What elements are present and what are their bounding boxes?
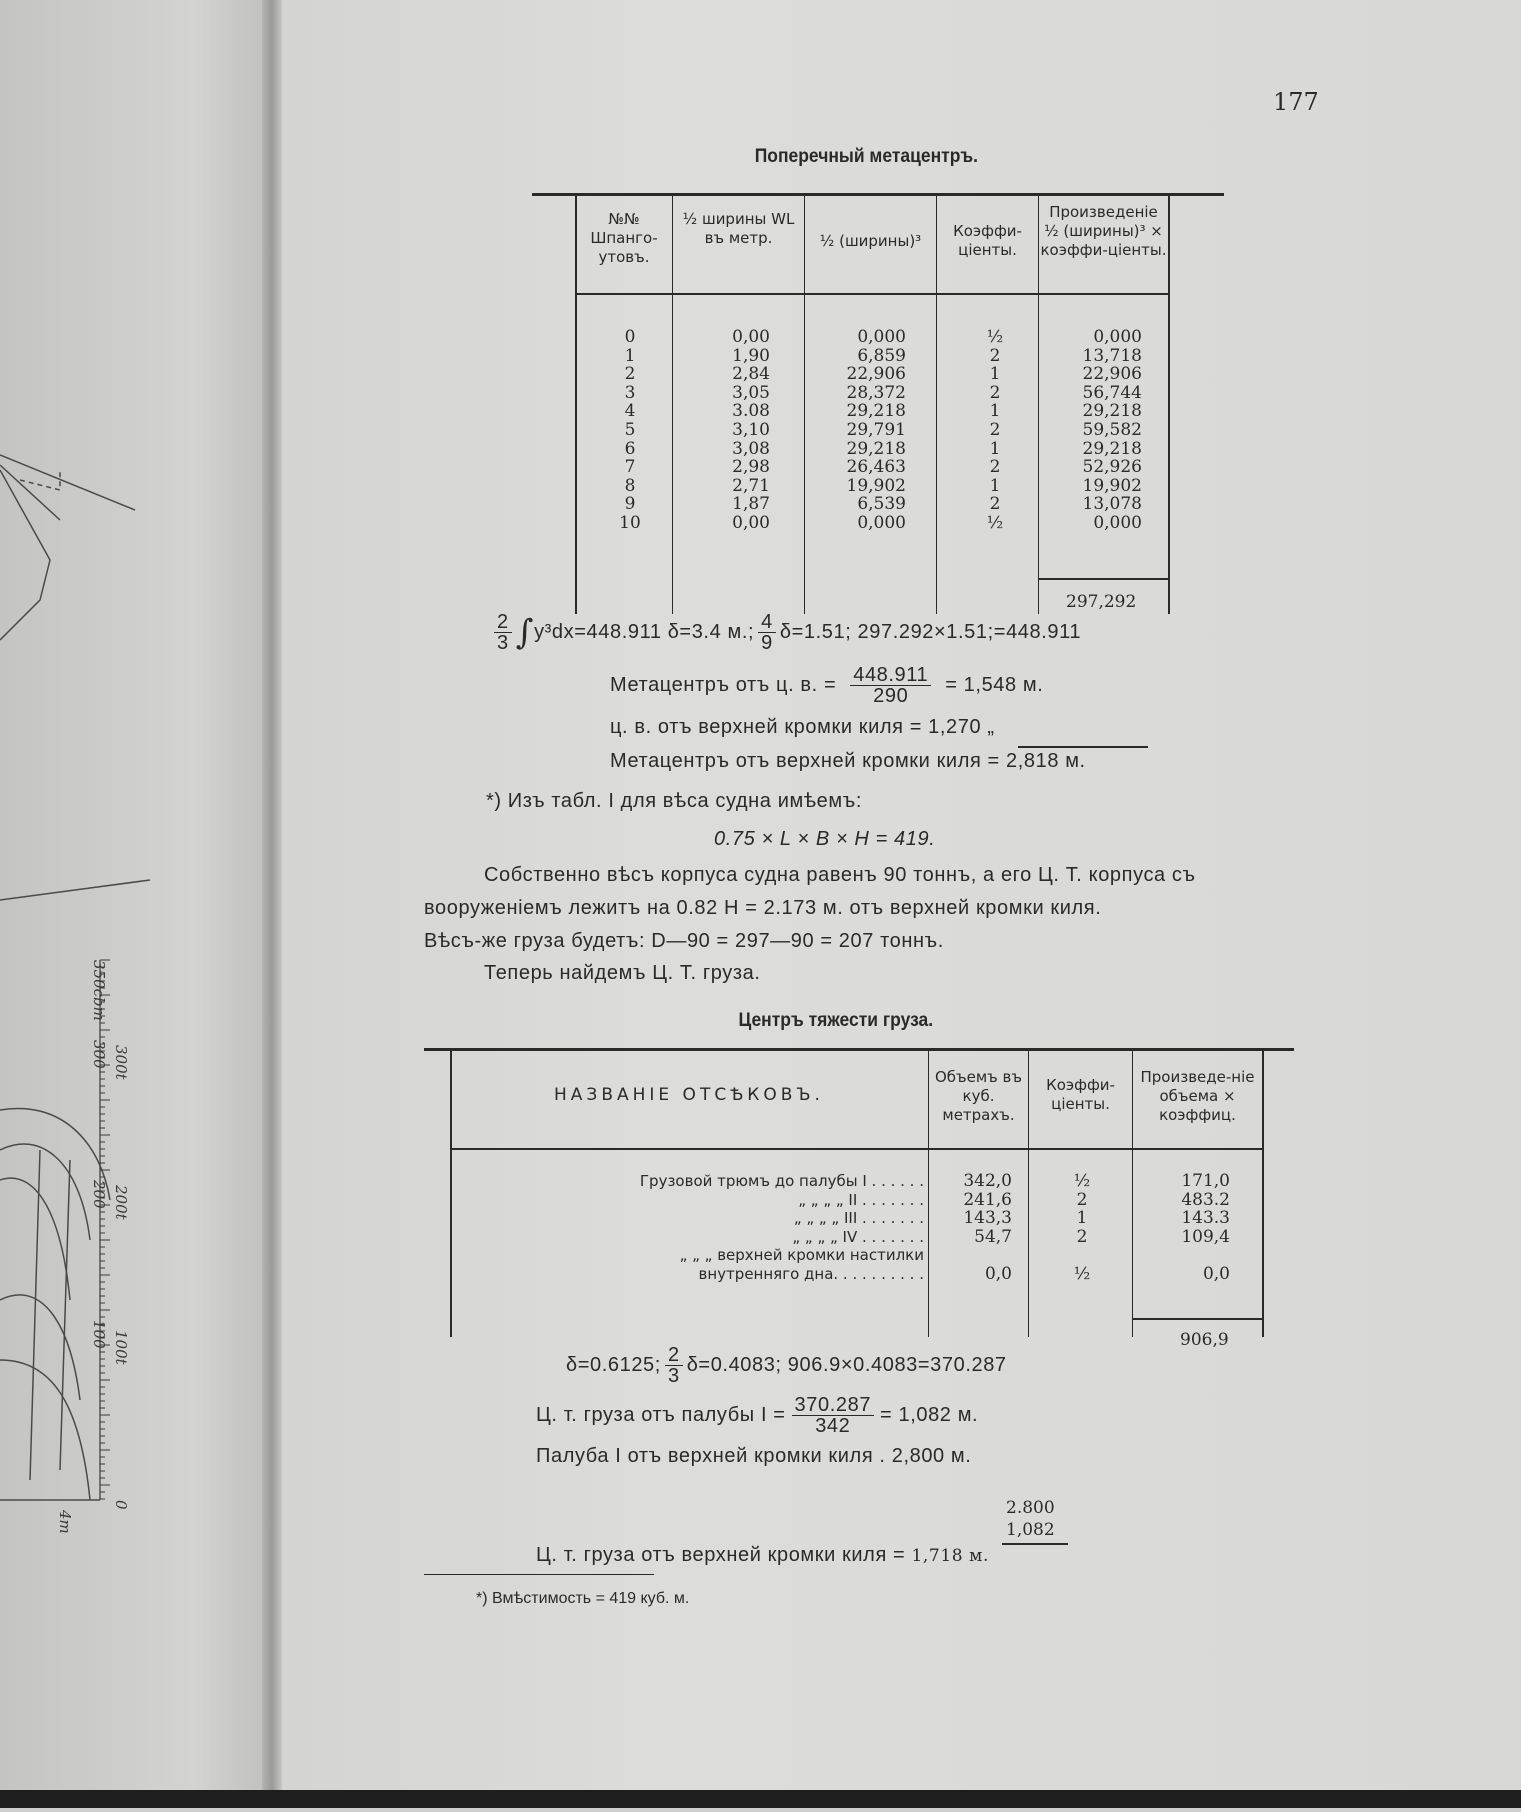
cargo-col-coeff [1052, 1172, 1112, 1283]
volume-cell [940, 1246, 1012, 1265]
half-width-cell: 0,00 [732, 512, 770, 533]
frame-cell: 4 [624, 401, 636, 422]
scale-label: 200t [112, 1185, 130, 1220]
metacenter-header-product: Произведеніе ½ (ширины)³ × коэффи-ціенты. [1040, 203, 1167, 259]
product-cell: 0,000 [1093, 327, 1142, 347]
page-number: 177 [1273, 88, 1319, 116]
frame-cell: 1 [624, 345, 636, 366]
frame-cell: 5 [624, 419, 636, 440]
coeff-cell: 1 [989, 364, 1001, 385]
weight-formula: 0.75 × L × B × H = 419. [714, 828, 936, 850]
cube-cell: 26,463 [846, 457, 906, 478]
volume-cell: 0,0 [984, 1263, 1012, 1284]
coeff-cell: 2 [989, 345, 1001, 366]
scale-label: 350cbm [90, 960, 108, 1021]
compartment-name-cell: „ „ „ „ IV . . . . . . . [792, 1227, 924, 1246]
scale-label: 4m [56, 1510, 74, 1534]
cargo-coeff-cell: ½ [1073, 1263, 1091, 1284]
cargo-cg-formula: Ц. т. груза отъ палубы I = $\frac{370.287}{342}$ = 1,082 м. [536, 1394, 979, 1437]
half-width-cell: 2,84 [732, 364, 770, 385]
paragraph-line-1: Собственно вѣсъ корпуса судна равенъ 90 тоннъ, а его Ц. Т. корпуса съ [484, 864, 1196, 886]
coeff-cell: ½ [986, 327, 1004, 347]
coeff-cell: 1 [989, 438, 1001, 459]
cargo-product-cell: 143.3 [1181, 1208, 1230, 1228]
half-width-cell: 3,05 [732, 382, 770, 403]
frame-cell: 9 [624, 494, 636, 515]
cube-cell: 28,372 [846, 382, 906, 403]
integral-sign: ∫ [515, 612, 535, 653]
compartment-name-cell: внутренняго дна. . . . . . . . . . [698, 1264, 924, 1283]
footnote-reference: *) Изъ табл. I для вѣса судна имѣемъ: [486, 790, 862, 812]
frame-cell: 2 [624, 364, 636, 385]
metacenter-header-cube: ½ (ширины)³ [819, 232, 922, 250]
frame-cell: 0 [624, 327, 636, 347]
left-page-drawing [0, 0, 278, 1808]
volume-cell: 54,7 [974, 1226, 1012, 1247]
compartment-name-cell: „ „ „ „ III . . . . . . . [793, 1209, 924, 1227]
cargo-coeff-cell: 2 [1076, 1226, 1088, 1247]
ship-drawing-fragment [0, 0, 278, 1808]
cargo-product-cell: 0,0 [1202, 1263, 1230, 1284]
metacenter-col-product [1050, 328, 1142, 533]
coeff-cell: ½ [986, 512, 1004, 533]
cargo-formula-line: δ=0.6125; $\frac{2}{3}$ δ=0.4083; 906.9×0.4083=370.287 [566, 1344, 1007, 1387]
half-width-cell: 0,00 [732, 327, 770, 347]
sum-first: 2.800 [1006, 1498, 1055, 1518]
half-width-cell: 1,87 [732, 494, 770, 515]
cube-cell: 29,218 [846, 438, 906, 459]
product-cell: 19,902 [1082, 475, 1142, 496]
cube-cell: 0,000 [857, 327, 906, 347]
compartment-name-cell: „ „ „ верхней кромки настилки [679, 1246, 924, 1264]
cube-cell: 0,000 [857, 512, 906, 533]
metacenter-header-frames: №№ Шпанго-утовъ. [590, 210, 658, 266]
coeff-cell: 1 [989, 401, 1001, 422]
product-cell: 22,906 [1082, 364, 1142, 385]
scale-label: 300t [112, 1045, 130, 1080]
paragraph-line-4: Теперь найдемъ Ц. Т. груза. [484, 962, 761, 984]
scan-bottom-edge [0, 1790, 1521, 1808]
cargo-product-cell [1150, 1246, 1230, 1265]
product-cell: 56,744 [1082, 382, 1142, 403]
meta-keel-line: Метацентръ отъ верхней кромки киля = 2,818 м. [610, 750, 1086, 772]
compartment-name-cell: Грузовой трюмъ до палубы I . . . . . . [639, 1172, 924, 1190]
integral-formula: $\frac{2}{3}$ ∫y³dx=448.911 δ=3.4 м.; $\frac{4}{9}$ δ=1.51; 297.292×1.51;=448.911 [490, 612, 1081, 653]
scale-label: 200 [90, 1180, 108, 1209]
cargo-product-cell: 109,4 [1181, 1226, 1230, 1247]
coeff-cell: 2 [989, 494, 1001, 515]
cube-cell: 29,791 [846, 419, 906, 440]
compartment-name-cell: „ „ „ „ II . . . . . . . [798, 1190, 924, 1209]
final-cg-formula: Ц. т. груза отъ верхней кромки киля = 1,718 м. [536, 1544, 989, 1566]
cargo-coeff-cell [1052, 1246, 1112, 1265]
product-cell: 0,000 [1093, 512, 1142, 533]
frame-cell: 8 [624, 475, 636, 496]
cb-line: ц. в. отъ верхней кромки киля = 1,270 „ [610, 716, 995, 738]
scale-label: 0 [112, 1500, 130, 1510]
half-width-cell: 3,08 [732, 438, 770, 459]
cargo-product-cell: 483.2 [1181, 1189, 1230, 1210]
paragraph-line-3: Вѣсъ-же груза будетъ: D—90 = 297—90 = 207 тоннъ. [424, 930, 944, 952]
cargo-col-product [1150, 1172, 1230, 1283]
half-width-cell: 1,90 [732, 345, 770, 366]
frame-cell: 10 [619, 512, 641, 533]
frame-cell: 7 [624, 457, 636, 478]
half-width-cell: 2,98 [732, 457, 770, 478]
deck-line: Палуба I отъ верхней кромки киля . 2,800 м. [536, 1445, 972, 1467]
coeff-cell: 2 [989, 419, 1001, 440]
product-cell: 29,218 [1082, 401, 1142, 422]
product-cell: 52,926 [1082, 457, 1142, 478]
cargo-coeff-cell: 1 [1076, 1208, 1088, 1228]
scale-label: 100 [90, 1320, 108, 1349]
coeff-cell: 1 [989, 475, 1001, 496]
product-cell: 13,718 [1082, 345, 1142, 366]
coeff-cell: 2 [989, 457, 1001, 478]
cargo-header-coeff: Коэффи-ціенты. [1046, 1076, 1115, 1113]
cargo-title: Центръ тяжести груза. [738, 1010, 934, 1031]
half-width-cell: 2,71 [732, 475, 770, 496]
metacenter-header-halfwidth: ½ ширины WL въ метр. [682, 210, 795, 247]
fraction-four-ninths: $\frac{4}{9}$ [758, 612, 776, 653]
volume-cell: 143,3 [963, 1208, 1012, 1228]
cargo-coeff-cell: ½ [1073, 1171, 1091, 1191]
product-cell: 29,218 [1082, 438, 1142, 459]
cube-cell: 6,539 [857, 494, 906, 515]
cargo-header-name: НАЗВАНІЕ ОТСѢКОВЪ. [554, 1085, 824, 1105]
fraction-two-thirds: $\frac{2}{3}$ [494, 612, 512, 653]
metacenter-col-frames [600, 328, 660, 533]
metacenter-col-coeff [965, 328, 1025, 533]
cube-cell: 6,859 [857, 345, 906, 366]
volume-cell: 241,6 [963, 1189, 1012, 1210]
cargo-product-cell: 171,0 [1181, 1171, 1230, 1191]
cube-cell: 22,906 [846, 364, 906, 385]
scale-label: 300 [90, 1040, 108, 1069]
volume-cell: 342,0 [963, 1171, 1012, 1191]
cargo-total: 906,9 [1180, 1330, 1229, 1350]
cargo-header-volume: Объемъ въ куб. метрахъ. [934, 1068, 1022, 1124]
half-width-cell: 3,10 [732, 419, 770, 440]
frame-cell: 6 [624, 438, 636, 459]
scale-label: 100t [112, 1330, 130, 1365]
cargo-header-product: Произведе-ніе объема × коэффиц. [1140, 1068, 1255, 1124]
half-width-cell: 3.08 [732, 401, 770, 422]
metacenter-total: 297,292 [1066, 592, 1137, 612]
coeff-cell: 2 [989, 382, 1001, 403]
cargo-col-names [488, 1172, 924, 1283]
product-cell: 13,078 [1082, 494, 1142, 515]
product-cell: 59,582 [1082, 419, 1142, 440]
metacenter-col-cube [810, 328, 906, 533]
metacenter-title: Поперечный метацентръ. [754, 146, 979, 167]
frame-cell: 3 [624, 382, 636, 403]
footnote: *) Вмѣстимость = 419 куб. м. [476, 1590, 690, 1607]
sum-second: 1,082 [1006, 1520, 1055, 1540]
book-gutter [262, 0, 282, 1808]
cargo-col-volume [940, 1172, 1012, 1283]
cargo-coeff-cell: 2 [1076, 1189, 1088, 1210]
paragraph-line-2: вооруженіемъ лежитъ на 0.82 H = 2.173 м. отъ верхней кромки киля. [424, 897, 1102, 919]
cube-cell: 19,902 [846, 475, 906, 496]
metacenter-formula: Метацентръ отъ ц. в. = $\frac{448.911}{290}$ = 1,548 м. [610, 664, 1044, 707]
metacenter-header-coeff: Коэффи-ціенты. [953, 222, 1022, 259]
metacenter-col-halfwidth [690, 328, 770, 533]
cube-cell: 29,218 [846, 401, 906, 422]
